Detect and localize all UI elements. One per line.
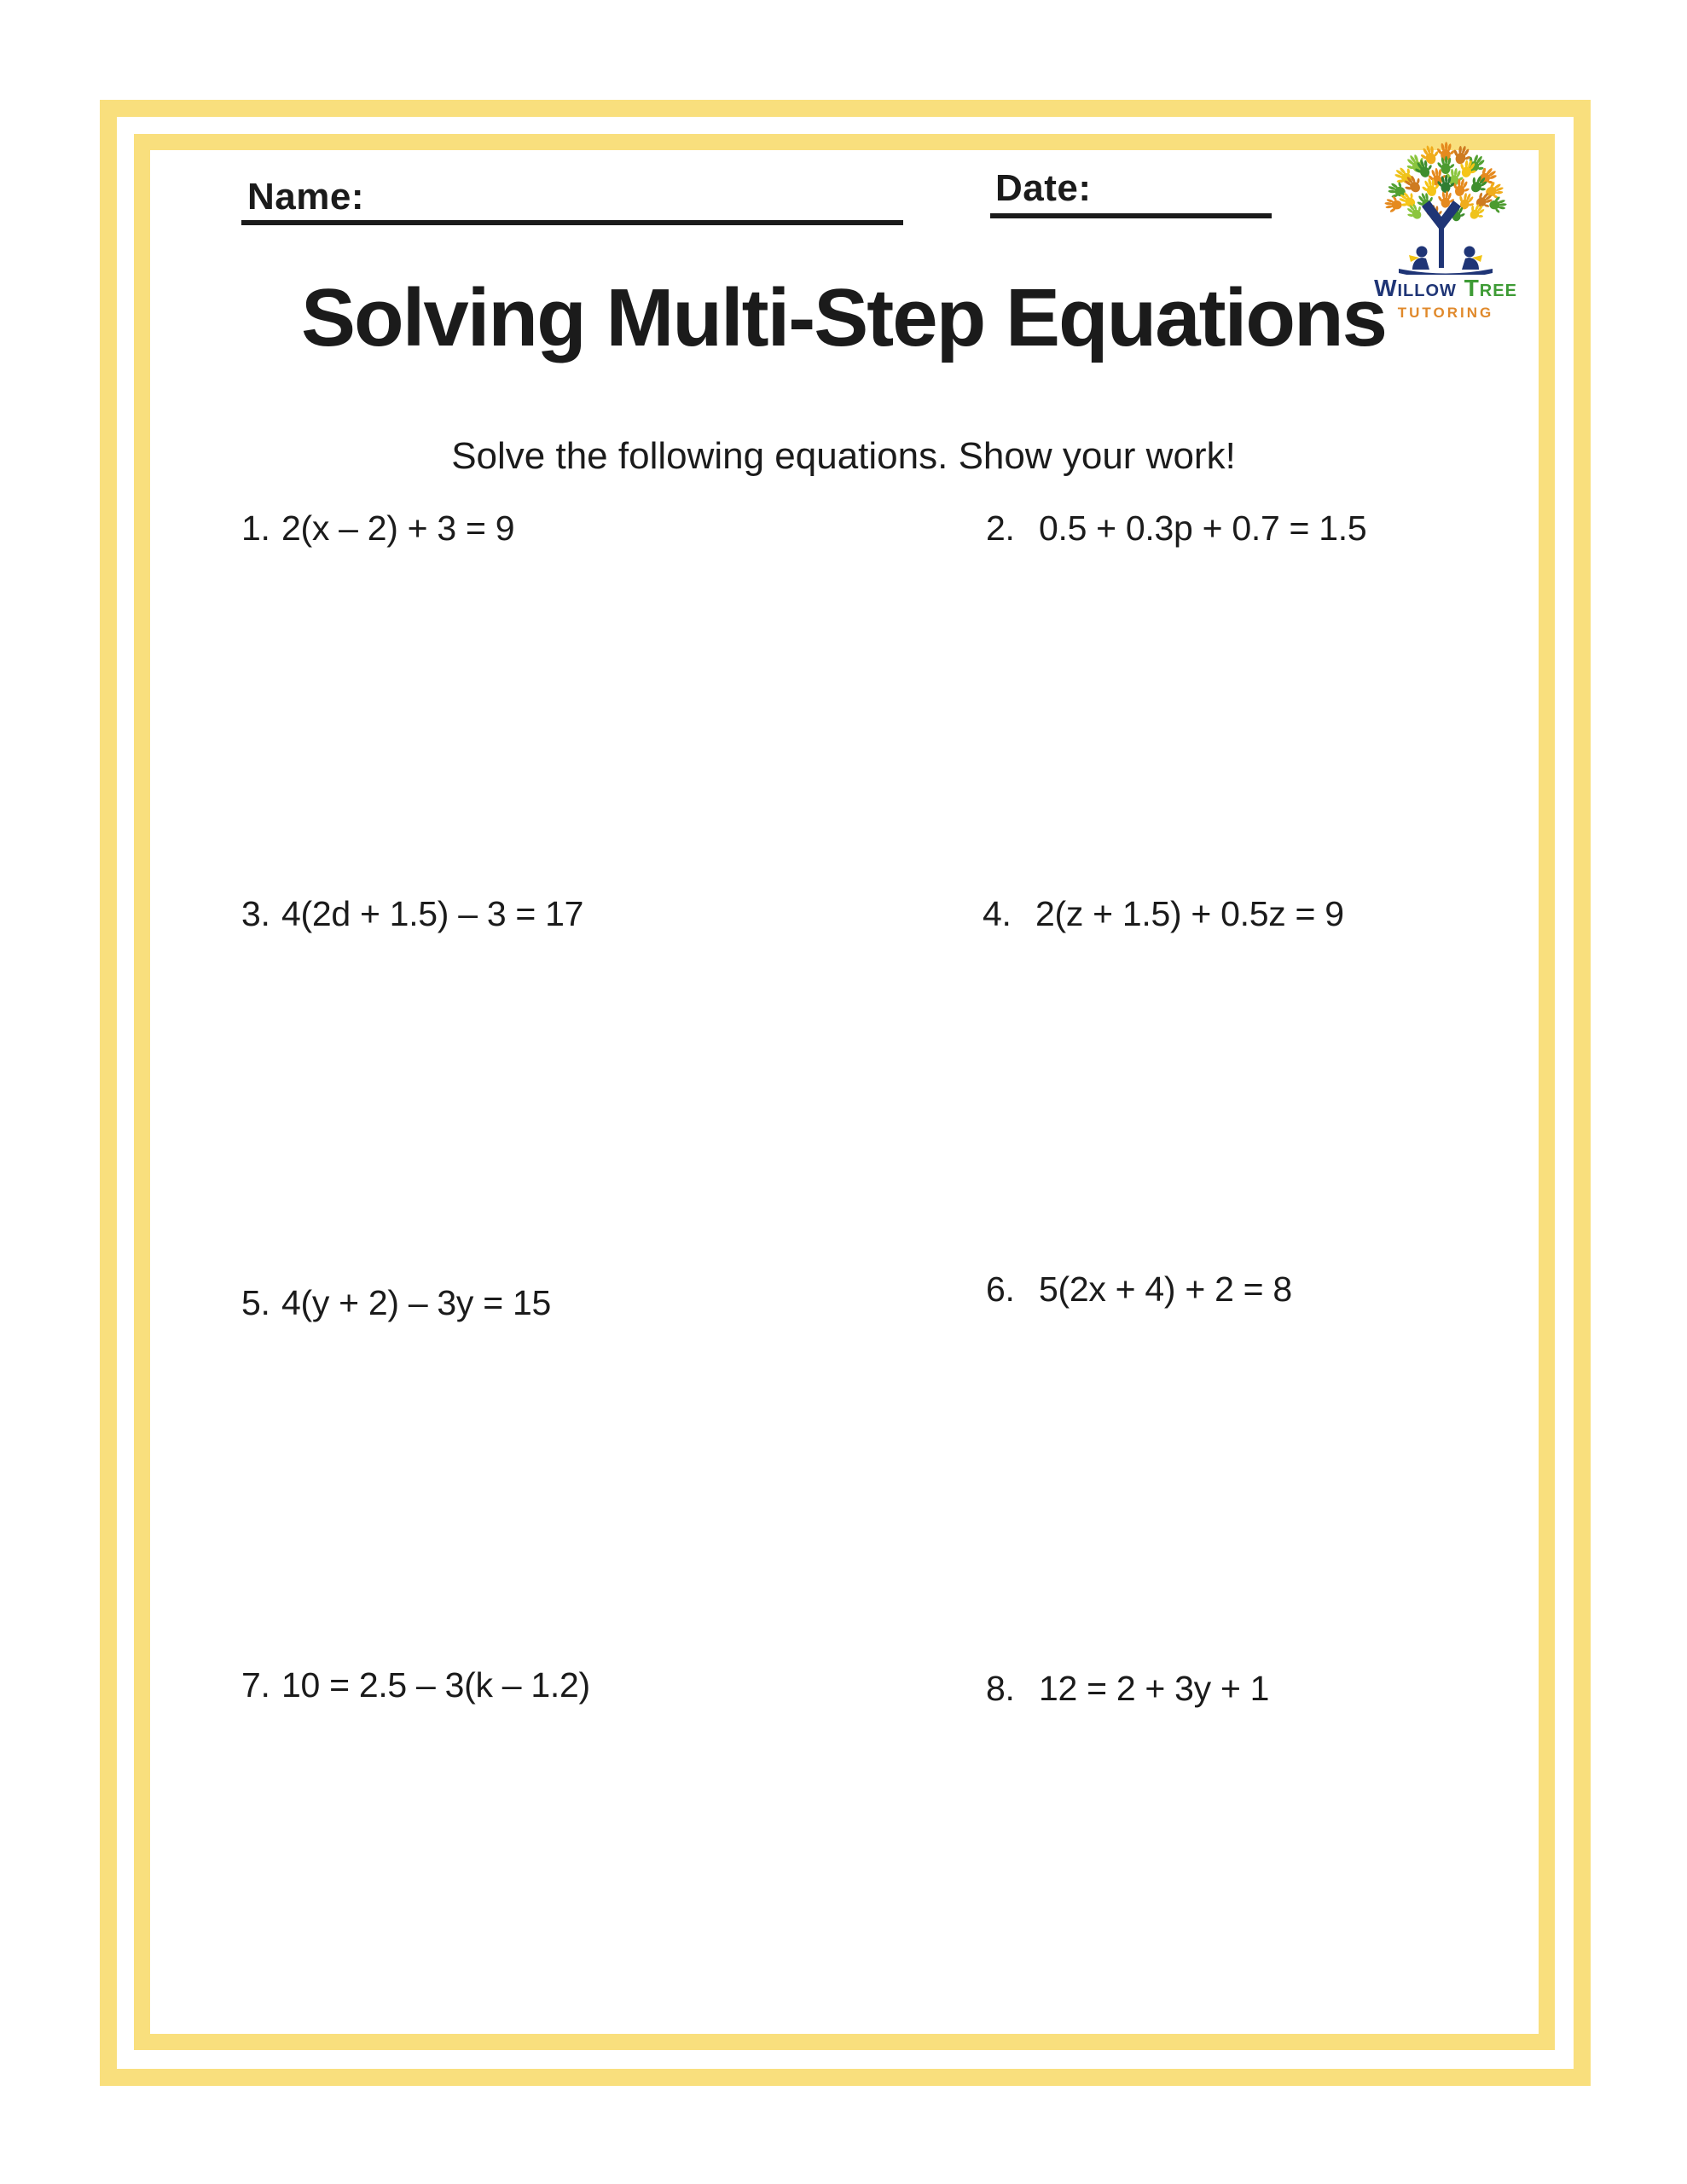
problem-number: 3. (241, 894, 270, 933)
problem-item-7 (241, 1665, 590, 1705)
problem-equation: 5(2x + 4) + 2 = 8 (1039, 1269, 1292, 1309)
problem-number: 6. (986, 1269, 1015, 1309)
name-blank-line (241, 220, 903, 225)
problem-number: 5. (241, 1283, 270, 1322)
problem-item-5 (241, 1283, 551, 1323)
problem-equation: 4(2d + 1.5) – 3 = 17 (281, 894, 584, 933)
problem-equation: 10 = 2.5 – 3(k – 1.2) (281, 1665, 590, 1705)
problem-equation: 2(z + 1.5) + 0.5z = 9 (1035, 894, 1344, 933)
date-blank-line (990, 213, 1272, 218)
problem-item-4 (983, 894, 1344, 934)
problem-number: 4. (983, 894, 1012, 933)
problem-equation: 2(x – 2) + 3 = 9 (281, 508, 515, 548)
problem-equation: 12 = 2 + 3y + 1 (1039, 1669, 1270, 1708)
problem-number: 8. (986, 1669, 1015, 1708)
problem-item-2 (986, 508, 1366, 549)
worksheet-title: Solving Multi-Step Equations (301, 272, 1386, 363)
problem-item-1 (241, 508, 514, 549)
problem-equation: 4(y + 2) – 3y = 15 (281, 1283, 551, 1322)
date-label: Date: (995, 167, 1092, 209)
page-border-inner (134, 134, 1555, 2050)
logo-tutoring-text: TUTORING (1397, 305, 1494, 321)
logo-willow-text: Willow (1374, 275, 1457, 301)
problem-item-8 (986, 1669, 1269, 1709)
problem-item-3 (241, 894, 583, 934)
problem-number: 1. (241, 508, 270, 548)
problem-equation: 0.5 + 0.3p + 0.7 = 1.5 (1039, 508, 1367, 548)
worksheet-instructions: Solve the following equations. Show your work! (451, 435, 1236, 477)
name-label: Name: (247, 176, 364, 218)
problem-number: 2. (986, 508, 1015, 548)
logo-tree-text: Tree (1464, 275, 1517, 301)
problem-item-6 (986, 1269, 1292, 1310)
problem-number: 7. (241, 1665, 270, 1705)
handprint-tree-logo-graphic (1355, 140, 1536, 275)
tree-trunk (1422, 200, 1461, 268)
